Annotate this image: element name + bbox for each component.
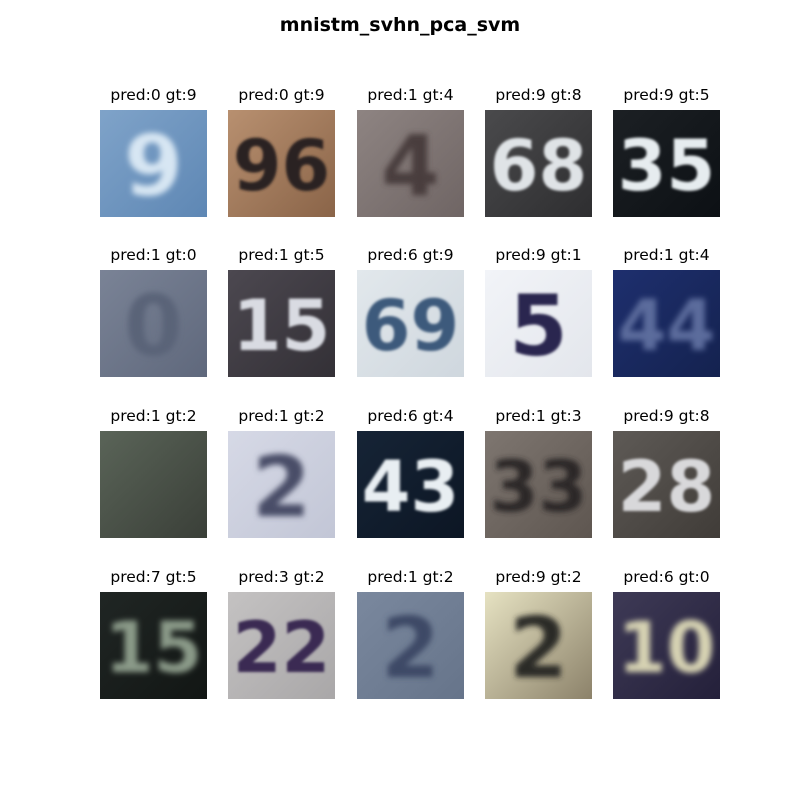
digit-glyph: 69 xyxy=(361,285,460,367)
digit-thumbnail xyxy=(485,592,592,699)
digit-thumbnail xyxy=(357,431,464,538)
digit-thumbnail xyxy=(228,431,335,538)
digit-thumbnail xyxy=(485,431,592,538)
cell-title: pred:6 gt:0 xyxy=(623,568,710,586)
digit-glyph: 9 xyxy=(124,117,183,215)
cell-title: pred:6 gt:4 xyxy=(367,407,454,425)
digit-glyph: 2 xyxy=(381,599,440,697)
cell-title: pred:6 gt:9 xyxy=(367,246,454,264)
digit-thumbnail xyxy=(100,431,207,538)
cell-title: pred:1 gt:4 xyxy=(367,86,454,104)
digit-glyph: 96 xyxy=(232,125,331,207)
digit-glyph: 43 xyxy=(361,446,460,528)
digit-thumbnail xyxy=(613,431,720,538)
digit-thumbnail xyxy=(228,110,335,217)
digit-glyph: 33 xyxy=(489,446,588,528)
cell-title: pred:9 gt:2 xyxy=(495,568,582,586)
cell-title: pred:1 gt:4 xyxy=(623,246,710,264)
digit-thumbnail xyxy=(485,270,592,377)
cell-title: pred:1 gt:3 xyxy=(495,407,582,425)
digit-thumbnail xyxy=(100,592,207,699)
digit-glyph: 15 xyxy=(232,285,331,367)
digit-glyph: 5 xyxy=(509,277,568,375)
digit-glyph: 0 xyxy=(124,277,183,375)
digit-glyph: 22 xyxy=(232,607,331,689)
digit-thumbnail xyxy=(613,592,720,699)
digit-thumbnail xyxy=(357,592,464,699)
cell-title: pred:9 gt:1 xyxy=(495,246,582,264)
digit-thumbnail xyxy=(613,110,720,217)
cell-title: pred:1 gt:2 xyxy=(367,568,454,586)
digit-thumbnail xyxy=(228,270,335,377)
figure-title: mnistm_svhn_pca_svm xyxy=(279,14,521,36)
digit-glyph: 44 xyxy=(617,285,716,367)
digit-thumbnail xyxy=(613,270,720,377)
digit-thumbnail xyxy=(100,110,207,217)
cell-title: pred:0 gt:9 xyxy=(238,86,325,104)
cell-title: pred:7 gt:5 xyxy=(110,568,197,586)
digit-glyph: 10 xyxy=(617,607,716,689)
cell-title: pred:9 gt:8 xyxy=(623,407,710,425)
digit-glyph: 4 xyxy=(381,117,440,215)
digit-thumbnail xyxy=(357,110,464,217)
cell-title: pred:1 gt:2 xyxy=(110,407,197,425)
cell-title: pred:1 gt:0 xyxy=(110,246,197,264)
digit-glyph: 28 xyxy=(617,446,716,528)
digit-glyph: 35 xyxy=(617,125,716,207)
digit-thumbnail xyxy=(228,592,335,699)
cell-title: pred:0 gt:9 xyxy=(110,86,197,104)
cell-title: pred:1 gt:5 xyxy=(238,246,325,264)
digit-thumbnail xyxy=(357,270,464,377)
digit-thumbnail xyxy=(485,110,592,217)
cell-title: pred:3 gt:2 xyxy=(238,568,325,586)
digit-glyph: 68 xyxy=(489,125,588,207)
cell-title: pred:9 gt:8 xyxy=(495,86,582,104)
cell-title: pred:9 gt:5 xyxy=(623,86,710,104)
digit-glyph: 2 xyxy=(252,438,311,536)
digit-glyph: 2 xyxy=(509,599,568,697)
digit-glyph: 15 xyxy=(104,607,203,689)
digit-thumbnail xyxy=(100,270,207,377)
cell-title: pred:1 gt:2 xyxy=(238,407,325,425)
